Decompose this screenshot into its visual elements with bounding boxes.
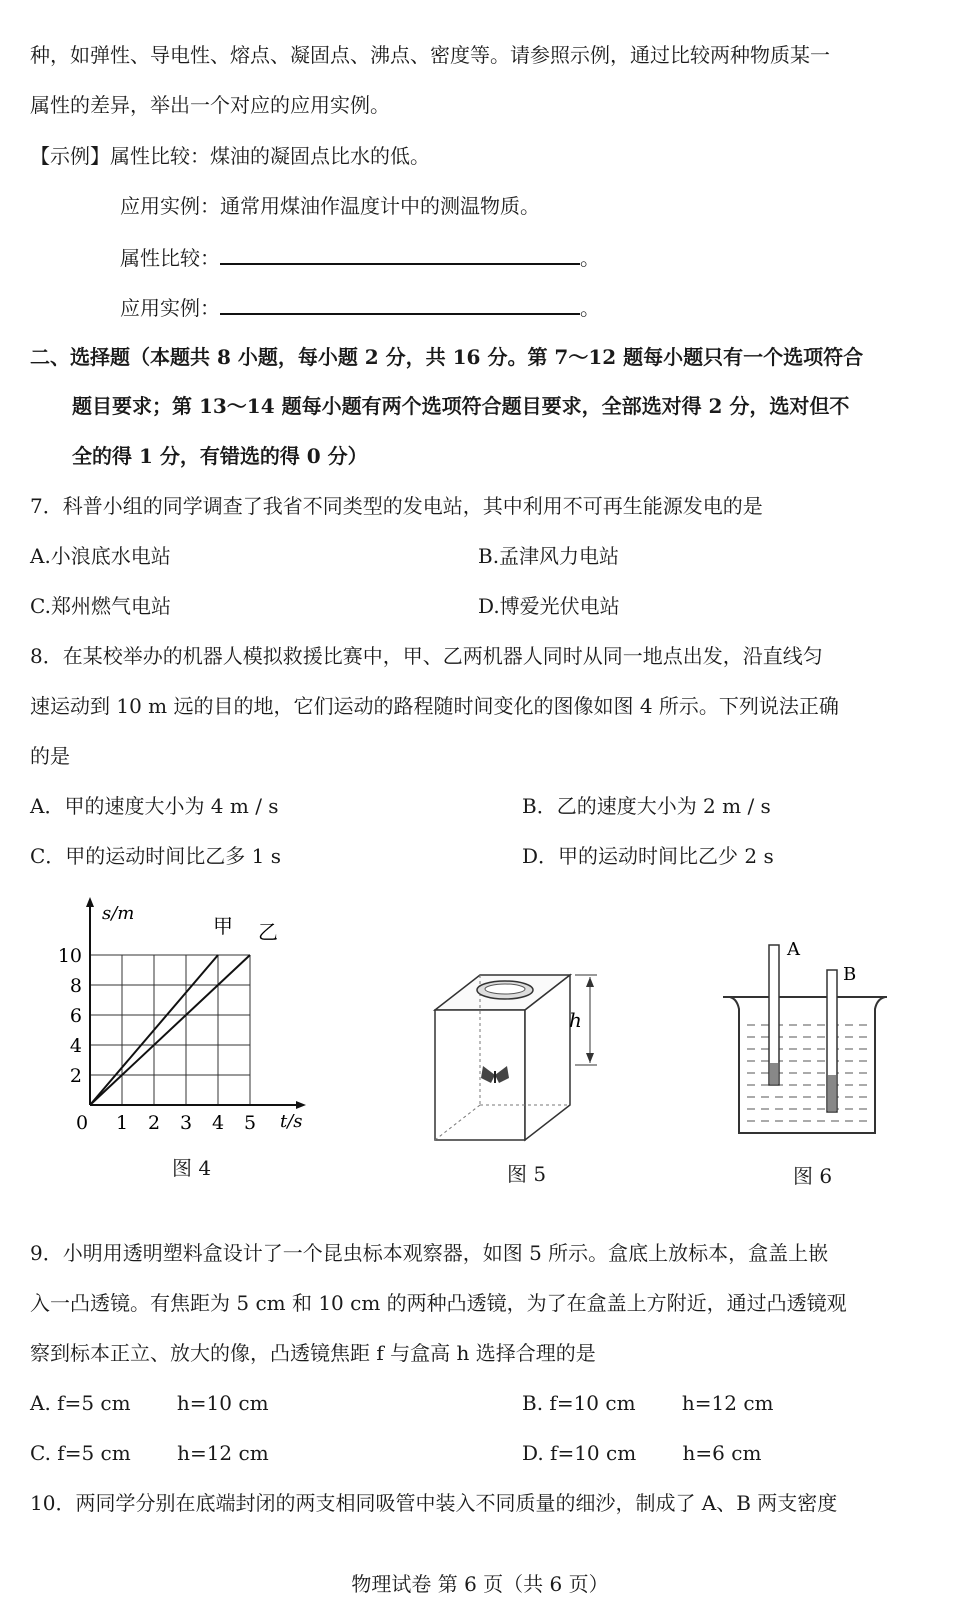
q8-stem-3: 的是 bbox=[30, 744, 70, 768]
example-property: 【示例】属性比较：煤油的凝固点比水的低。 bbox=[30, 144, 430, 168]
y-tick-label: 8 bbox=[69, 975, 82, 997]
height-label-h: h bbox=[569, 1008, 582, 1032]
q7-option-d: D.博爱光伏电站 bbox=[478, 594, 620, 618]
example-application: 应用实例：通常用煤油作温度计中的测温物质。 bbox=[120, 194, 540, 218]
series-label-yi: 乙 bbox=[258, 920, 278, 944]
q7-option-c: C.郑州燃气电站 bbox=[30, 594, 171, 618]
intro-line-1: 种，如弹性、导电性、熔点、凝固点、沸点、密度等。请参照示例，通过比较两种物质某一 bbox=[30, 43, 830, 67]
q8-stem-2: 速运动到 10 m 远的目的地，它们运动的路程随时间变化的图像如图 4 所示。下列说法正确 bbox=[30, 694, 839, 718]
q8-option-c: C．甲的运动时间比乙多 1 s bbox=[30, 844, 282, 868]
series-label-jia: 甲 bbox=[213, 914, 233, 938]
q10-stem-1: 10．两同学分别在底端封闭的两支相同吸管中装入不同质量的细沙，制成了 A、B 两支密度 bbox=[30, 1491, 838, 1515]
tube-label-a: A bbox=[787, 939, 800, 960]
x-tick-label: 5 bbox=[243, 1112, 257, 1134]
q8-option-d: D．甲的运动时间比乙少 2 s bbox=[522, 844, 774, 868]
fill-property-label: 属性比较： bbox=[120, 246, 220, 270]
y-axis-label: s/m bbox=[102, 903, 135, 924]
y-tick-label: 2 bbox=[69, 1065, 82, 1087]
fill-application-label: 应用实例： bbox=[120, 296, 220, 320]
y-tick-label: 4 bbox=[69, 1035, 82, 1057]
tube-a-sand bbox=[770, 1063, 778, 1084]
x-tick-label: 2 bbox=[147, 1112, 161, 1134]
section2-heading-3: 全的得 1 分，有错选的得 0 分） bbox=[72, 444, 368, 468]
q9-stem-1: 9．小明用透明塑料盒设计了一个昆虫标本观察器，如图 5 所示。盒底上放标本，盒盖上嵌 bbox=[30, 1241, 829, 1265]
fill-application-blank[interactable] bbox=[220, 293, 580, 315]
x-tick-label: 3 bbox=[179, 1112, 193, 1134]
fill-application-period: 。 bbox=[580, 296, 600, 320]
intro-line-2: 属性的差异，举出一个对应的应用实例。 bbox=[30, 93, 390, 117]
figure-6-beaker bbox=[715, 925, 905, 1145]
y-tick-label: 6 bbox=[69, 1005, 82, 1027]
q9-stem-3: 察到标本正立、放大的像，凸透镜焦距 f 与盒高 h 选择合理的是 bbox=[30, 1341, 596, 1365]
figure-4-caption: 图 4 bbox=[172, 1156, 212, 1180]
fill-property-blank[interactable] bbox=[220, 243, 580, 265]
section2-heading-2: 题目要求；第 13～14 题每小题有两个选项符合题目要求，全部选对得 2 分，选对但不 bbox=[72, 394, 850, 418]
fill-application-row bbox=[120, 293, 600, 321]
x-tick-label: 1 bbox=[115, 1112, 129, 1134]
figure-5-insect-box bbox=[425, 965, 615, 1145]
tube-b-sand bbox=[828, 1075, 836, 1111]
beaker-outline bbox=[730, 997, 885, 1133]
tube-label-b: B bbox=[843, 964, 857, 985]
page-footer: 物理试卷 第 6 页（共 6 页） bbox=[351, 1572, 609, 1596]
q7-stem: 7．科普小组的同学调查了我省不同类型的发电站，其中利用不可再生能源发电的是 bbox=[30, 494, 763, 518]
q8-stem-1: 8．在某校举办的机器人模拟救援比赛中，甲、乙两机器人同时从同一地点出发，沿直线匀 bbox=[30, 644, 823, 668]
figure-4-chart bbox=[50, 895, 320, 1145]
x-axis-label: t/s bbox=[280, 1111, 303, 1132]
water-surface-lines bbox=[747, 1025, 867, 1121]
q9-option-a: A. f=5 cm h=10 cm bbox=[30, 1391, 269, 1415]
q9-stem-2: 入一凸透镜。有焦距为 5 cm 和 10 cm 的两种凸透镜，为了在盒盖上方附近，通过凸透镜观 bbox=[30, 1291, 847, 1315]
q9-option-d: D. f=10 cm h=6 cm bbox=[522, 1441, 762, 1465]
series-line-yi bbox=[90, 955, 250, 1105]
q8-option-b: B．乙的速度大小为 2 m / s bbox=[522, 794, 771, 818]
q9-option-b: B. f=10 cm h=12 cm bbox=[522, 1391, 774, 1415]
fill-property-period: 。 bbox=[580, 246, 600, 270]
x-tick-label: 0 bbox=[75, 1112, 89, 1134]
q7-option-b: B.孟津风力电站 bbox=[478, 544, 620, 568]
q8-option-a: A．甲的速度大小为 4 m / s bbox=[30, 794, 279, 818]
q7-option-a: A.小浪底水电站 bbox=[30, 544, 171, 568]
q9-option-c: C. f=5 cm h=12 cm bbox=[30, 1441, 269, 1465]
figure-5-caption: 图 5 bbox=[507, 1162, 547, 1186]
figure-6-caption: 图 6 bbox=[793, 1164, 833, 1188]
fill-property-row bbox=[120, 243, 600, 271]
y-tick-label: 10 bbox=[57, 945, 82, 967]
x-tick-label: 4 bbox=[211, 1112, 225, 1134]
section2-heading-1: 二、选择题（本题共 8 小题，每小题 2 分，共 16 分。第 7～12 题每小题只有一个选项符合 bbox=[30, 345, 864, 369]
